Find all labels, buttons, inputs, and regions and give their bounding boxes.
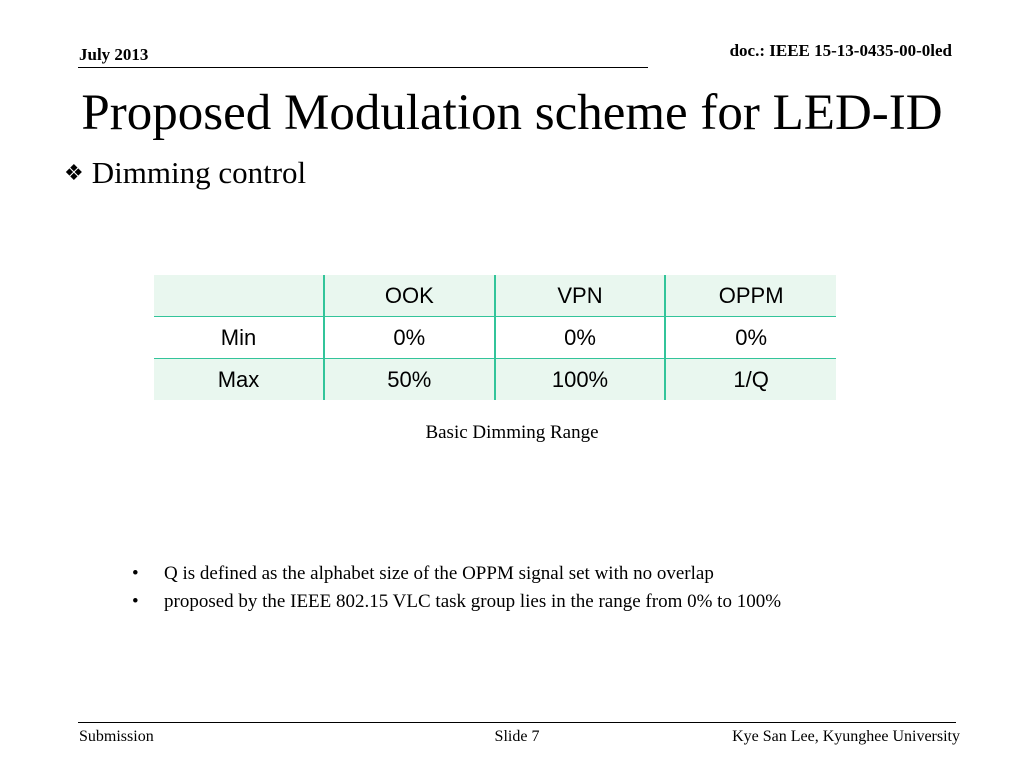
footer-submission: Submission [79, 728, 154, 745]
table-header-row [154, 275, 836, 317]
table-cell: 100% [495, 359, 666, 401]
table-caption: Basic Dimming Range [425, 422, 599, 443]
table-header-cell: OOK [324, 275, 495, 317]
table-header-cell [154, 275, 324, 317]
table-cell: 0% [324, 317, 495, 359]
footer-author: Kye San Lee, Kyunghee University [732, 728, 960, 745]
table-cell: 50% [324, 359, 495, 401]
row-label: Max [154, 359, 324, 401]
slide-title: Proposed Modulation scheme for LED-ID [81, 85, 943, 141]
table-header-cell: VPN [495, 275, 666, 317]
table-cell: 0% [665, 317, 836, 359]
dimming-range-table [154, 275, 836, 400]
list-item: • proposed by the IEEE 802.15 VLC task group lies in the range from 0% to 100% [132, 588, 781, 616]
header-date: July 2013 [79, 45, 149, 64]
table-row [154, 317, 836, 359]
footer-slide-number: Slide 7 [494, 728, 540, 745]
list-item: • Q is defined as the alphabet size of the OPPM signal set with no overlap [132, 560, 781, 588]
row-label: Min [154, 317, 324, 359]
slide-subtitle [64, 153, 306, 196]
diamond-bullet-icon: ❖ [64, 160, 84, 185]
notes-list [132, 560, 781, 616]
subtitle-text: Dimming control [91, 155, 307, 190]
table-cell: 1/Q [665, 359, 836, 401]
header-divider [78, 67, 648, 68]
footer-divider [78, 722, 956, 723]
table-cell: 0% [495, 317, 666, 359]
header-doc-id: doc.: IEEE 15-13-0435-00-0led [729, 41, 952, 60]
table-row [154, 359, 836, 401]
table-header-cell: OPPM [665, 275, 836, 317]
